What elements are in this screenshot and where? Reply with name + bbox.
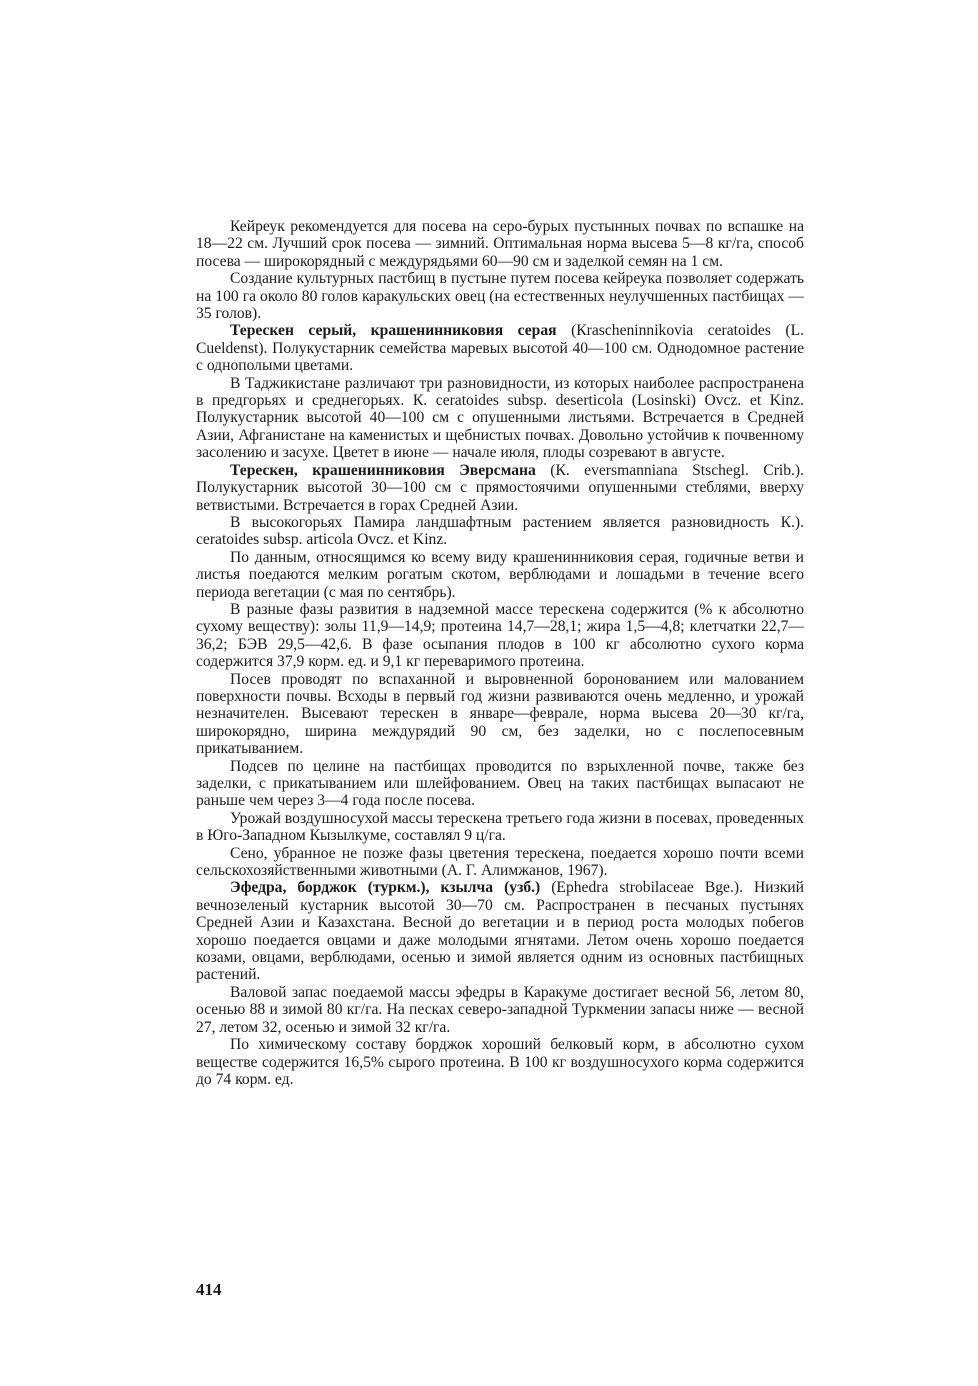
page-number: 414 [196, 1280, 222, 1299]
species-heading: Терескен, крашенинниковия Эверсмана [230, 461, 536, 479]
paragraph-keyreuk-sowing [196, 218, 804, 270]
paragraph-tajikistan-varieties [196, 375, 804, 462]
paragraph-text: Подсев по целине на пастбищах проводится по взрыхленной почве, также без заделки, с прикатыванием или шлейфованием. Овец на таких пастбищах выпасают не раньше чем через 3—4 года после посева. [196, 757, 804, 810]
paragraph-tereskén-eversmann [196, 462, 804, 514]
paragraph-hay [196, 845, 804, 880]
paragraph-tereskén-grey [196, 322, 804, 374]
paragraph-text: Сено, убранное не позже фазы цветения терескена, поедается хорошо почти всеми сельскохозяйственными животными (А. Г. Алимжанов, 1967). [196, 844, 804, 880]
paragraph-oversowing [196, 758, 804, 810]
paragraph-text: (К. eversmanniana Stschegl. Crib.). Полукустарник высотой 30—100 см с прямостоячими опушенными стеблями, вверху ветвистыми. Встречается в горах Средней Азии. [196, 461, 805, 514]
species-heading: Терескен серый, крашенинниковия серая [230, 322, 557, 340]
paragraph-text: Посев проводят по вспаханной и выровненной боронованием или малованием поверхности почвы. Всходы в первый год жизни развиваются очень медленно, и урожай незначителен. Высевают терескен в январе—феврале, норма высева 20—30 кг/га, широкорядно, ширина междурядий 90 см, без заделки, но с послепосевным прикатыванием. [196, 670, 804, 758]
paragraph-pamir [196, 514, 804, 549]
paragraph-text: Урожай воздушносухой массы терескена третьего года жизни в посевах, проведенных в Юго-Западном Кызылкуме, составлял 9 ц/га. [196, 809, 804, 845]
paragraph-text: В высокогорьях Памира ландшафтным растением является разновидность К.). ceratoides subsp. articola Ovcz. et Kinz. [196, 513, 804, 549]
paragraph-text: В разные фазы развития в надземной массе терескена содержится (% к абсолютно сухому веществу): золы 11,9—14,9; протеина 14,7—28,1; жира 1,5—4,8; клетчатки 22,7—36,2; БЭВ 29,5—42,6. В фазе осыпания плодов в 100 кг абсолютно сухого корма содержится 37,9 корм. ед. и 9,1 кг переваримого протеина. [196, 600, 804, 671]
paragraph-text: (Ephedra strobilaceae Bge.). Низкий вечнозеленый кустарник высотой 30—70 см. Распространен в песчаных пустынях Средней Азии и Казахстана. Весной до вегетации и в период роста молодых побегов хорошо поедается овцами и даже молодыми ягнятами. Летом очень хорошо поедается козами, овцами, верблюдами, осенью и зимой является одним из основных пастбищных растений. [196, 879, 805, 984]
species-heading: Эфедра, борджок (туркм.), кзылча (узб.) [230, 879, 541, 897]
paragraph-cultural-pastures [196, 270, 804, 322]
paragraph-sowing [196, 671, 804, 758]
paragraph-grazing [196, 549, 804, 601]
paragraph-text: По химическому составу борджок хороший белковый корм, в абсолютно сухом веществе содержится 16,5% сырого протеина. В 100 кг воздушносухого корма содержится до 74 корм. ед. [196, 1036, 804, 1088]
paragraph-text: Валовой запас поедаемой массы эфедры в Каракуме достигает весной 56, летом 80, осенью 88 и зимой 80 кг/га. На песках северо-западной Туркмении запасы ниже — весной 27, летом 32, осенью и зимой 32 кг/га. [196, 983, 804, 1036]
paragraph-ephedra [196, 879, 804, 983]
paragraph-yield [196, 810, 804, 845]
paragraph-text: (Кraschenіnnіkovіa ceratoides (L. Cueldenst). Полукустарник семейства маревых высотой 40—100 см. Однодомное растение с однополыми цветами. [196, 322, 804, 375]
paragraph-text: В Таджикистане различают три разновидности, из которых наиболее распространена в предгорьях и среднегорьях. К. ceratoides subsp. deserticola (Losinski) Ovcz. et Kinz. Полукустарник высотой 40—100 см с опушенными листьями. Встречается в Средней Азии, Афганистане на каменистых и щебнистых почвах. Довольно устойчив к почвенному засолению и засухе. Цветет в июне — начале июля, плоды созревают в августе. [196, 374, 804, 462]
page-body [196, 218, 804, 1088]
paragraph-ephedra-chemistry [196, 1036, 804, 1088]
paragraph-text: Создание культурных пастбищ в пустыне путем посева кейреука позволяет содержать на 100 га около 80 голов каракульских овец (на естественных неулучшенных пастбищах — 35 голов). [196, 270, 804, 323]
paragraph-ephedra-stock [196, 984, 804, 1036]
paragraph-text: Кейреук рекомендуется для посева на серо-бурых пустынных почвах по вспашке на 18—22 см. Лучший срок посева — зимний. Оптимальная норма высева 5—8 кг/га, способ посева — широкорядный с междурядьями 60—90 см и заделкой семян на 1 см. [196, 218, 804, 270]
paragraph-composition [196, 601, 804, 671]
paragraph-text: По данным, относящимся ко всему виду крашенинниковия серая, годичные ветви и листья поедаются мелким рогатым скотом, верблюдами и лошадьми в течение всего периода вегетации (с мая по сентябрь). [196, 548, 804, 601]
